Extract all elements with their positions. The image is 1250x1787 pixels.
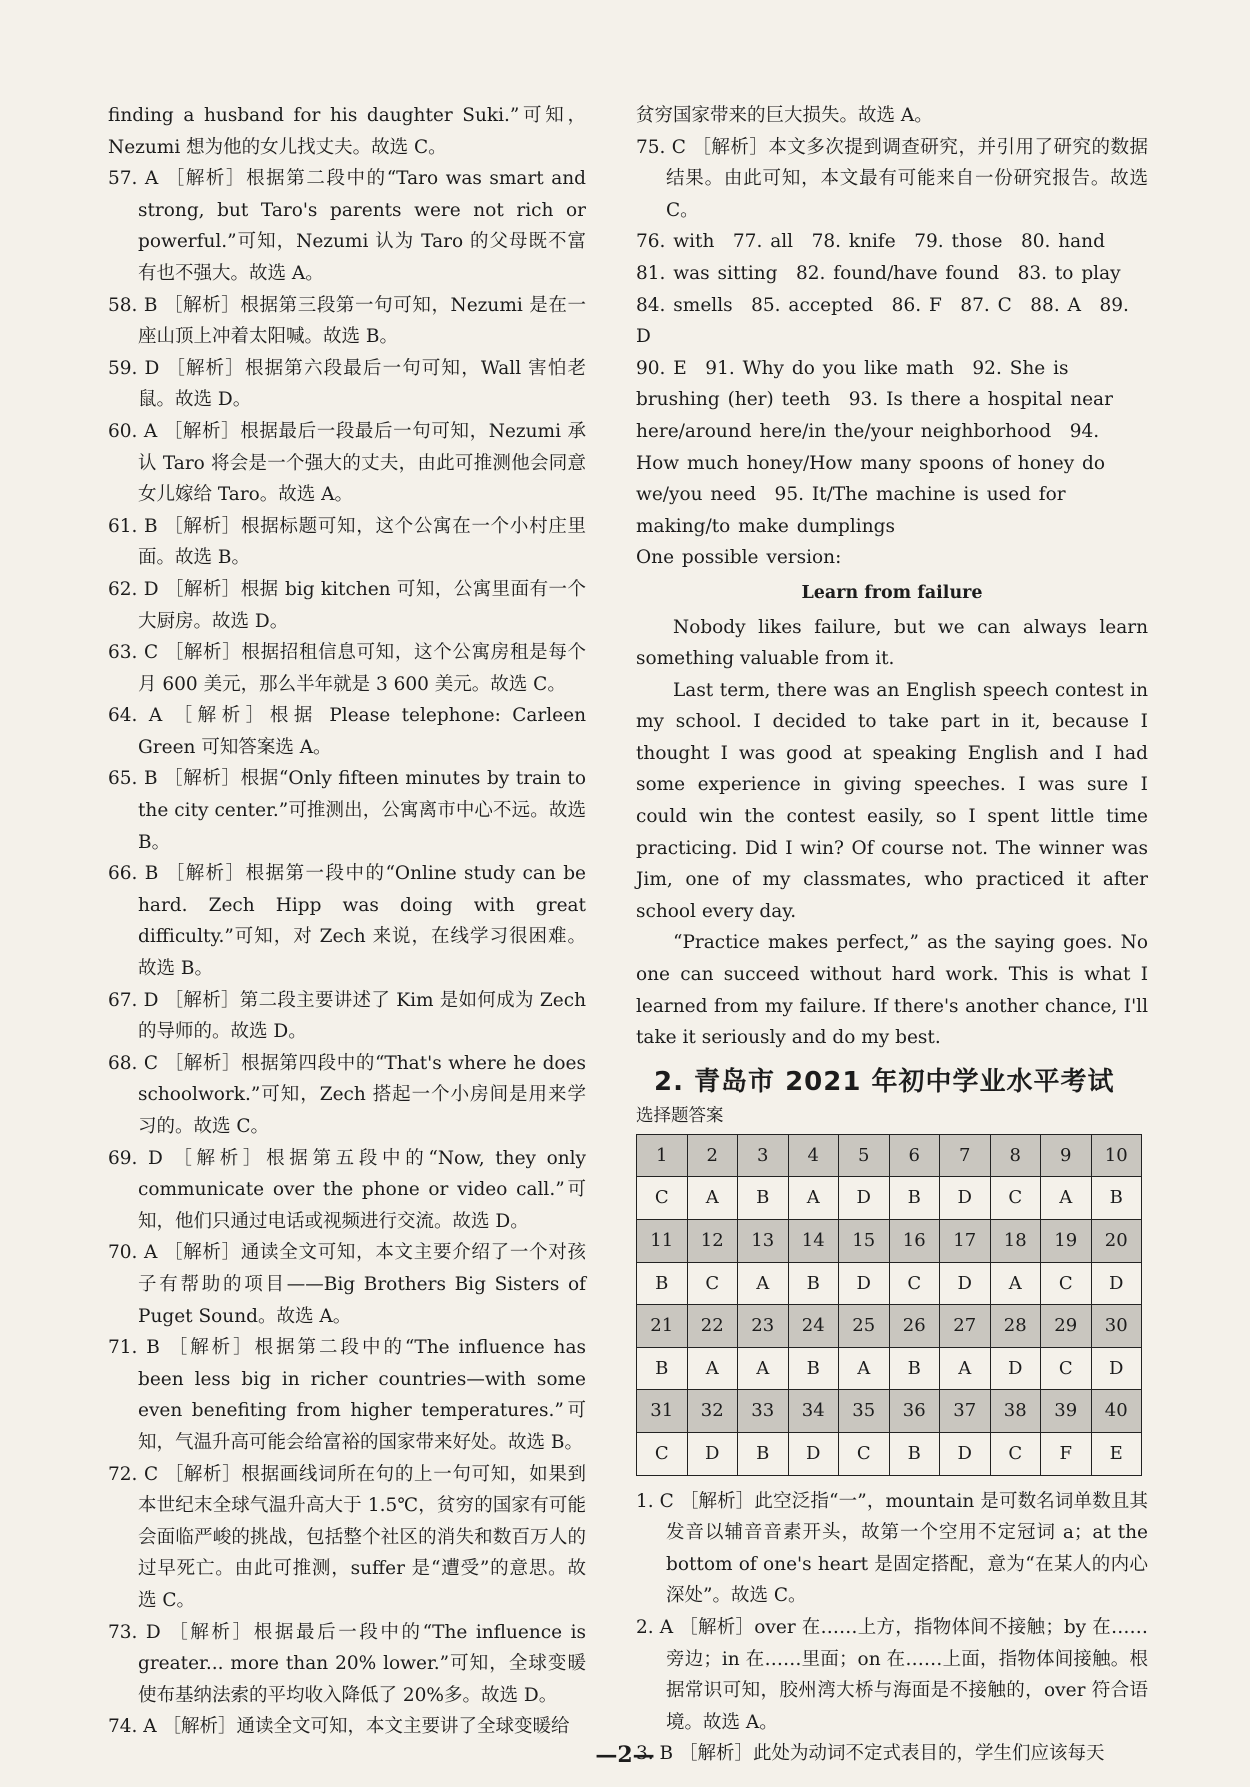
table-row	[637, 1305, 1142, 1348]
table-cell: 33	[738, 1390, 789, 1433]
table-cell: B	[788, 1262, 839, 1305]
table-cell: B	[788, 1347, 839, 1390]
table-cell: 39	[1041, 1390, 1092, 1433]
essay-title: Learn from failure	[801, 582, 983, 603]
table-cell: 3	[738, 1134, 789, 1177]
table-cell: 37	[940, 1390, 991, 1433]
table-cell: 31	[637, 1390, 688, 1433]
table-cell: 7	[940, 1134, 991, 1177]
answer-item-62: 62. D ［解析］根据 big kitchen 可知，公寓里面有一个大厨房。故选 D。	[108, 578, 586, 632]
table-cell: 17	[940, 1220, 991, 1263]
table-cell: C	[637, 1432, 688, 1475]
table-cell: 10	[1091, 1134, 1142, 1177]
table-cell: A	[738, 1347, 789, 1390]
answer-item-1: 1. C ［解析］此空泛指“一”，mountain 是可数名词单数且其发音以辅音音素开头，故第一个空用不定冠词 a；at the bottom of one's heart 是固定搭配，意为“在某人的内心深处”。故选 C。	[636, 1490, 1148, 1607]
table-cell: 29	[1041, 1305, 1092, 1348]
answer-item-65: 65. B ［解析］根据“Only fifteen minutes by train to the city center.”可推测出，公寓离市中心不远。故选 B。	[108, 768, 586, 853]
table-cell: A	[687, 1347, 738, 1390]
table-cell: B	[1091, 1177, 1142, 1220]
table-cell: C	[1041, 1262, 1092, 1305]
answer-item-73: 73. D ［解析］根据最后一段中的“The influence is greater... more than 20% lower.”可知，全球变暖使布基纳法索的平均收入降低了 20%多。故选 D。	[108, 1621, 586, 1706]
table-cell: B	[738, 1177, 789, 1220]
answer-item-66: 66. B ［解析］根据第一段中的“Online study can be hard. Zech Hipp was doing with great difficulty.”可知，对 Zech 来说，在线学习很困难。故选 B。	[108, 863, 586, 980]
table-cell: 22	[687, 1305, 738, 1348]
table-cell: 4	[788, 1134, 839, 1177]
table-cell: 11	[637, 1220, 688, 1263]
table-cell: 13	[738, 1220, 789, 1263]
answer-item-2: 2. A ［解析］over 在……上方，指物体间不接触；by 在……旁边；in 在……里面；on 在……上面，指物体间接触。根据常识可知，胶州湾大桥与海面是不接触的，over 符合语境。故选 A。	[636, 1616, 1148, 1733]
table-cell: 30	[1091, 1305, 1142, 1348]
table-cell: 38	[990, 1390, 1041, 1433]
table-cell: C	[839, 1432, 890, 1475]
answer-key-line: 76. with 77. all 78. knife 79. those 80. hand	[636, 231, 1105, 253]
essay-paragraph: “Practice makes perfect,” as the saying goes. No one can succeed without hard work. This is what I learned from my failure. If there's another chance, I'll take it seriously and do my best.	[636, 932, 1148, 1049]
page-number: —2—	[595, 1742, 655, 1768]
table-cell: 6	[889, 1134, 940, 1177]
table-cell: F	[1041, 1432, 1092, 1475]
essay-intro: One possible version:	[636, 547, 842, 569]
table-cell: 8	[990, 1134, 1041, 1177]
table-cell: 28	[990, 1305, 1041, 1348]
answer-item-68: 68. C ［解析］根据第四段中的“That's where he does schoolwork.”可知，Zech 搭起一个小房间是用来学习的。故选 C。	[108, 1052, 586, 1137]
table-row	[637, 1262, 1142, 1305]
table-cell: A	[1041, 1177, 1092, 1220]
table-cell: A	[788, 1177, 839, 1220]
table-cell: 27	[940, 1305, 991, 1348]
table-cell: 26	[889, 1305, 940, 1348]
table-cell: B	[738, 1432, 789, 1475]
table-cell: C	[637, 1177, 688, 1220]
table-cell: 36	[889, 1390, 940, 1433]
table-cell: A	[738, 1262, 789, 1305]
answer-item-57: 57. A ［解析］根据第二段中的“Taro was smart and strong, but Taro's parents were not rich or powerful.”可知，Nezumi 认为 Taro 的父母既不富有也不强大。故选 A。	[108, 168, 586, 284]
table-cell: C	[687, 1262, 738, 1305]
table-cell: D	[940, 1432, 991, 1475]
table-cell: E	[1091, 1432, 1142, 1475]
table-cell: 9	[1041, 1134, 1092, 1177]
answer-item-3: 3. B ［解析］此处为动词不定式表目的，学生们应该每天	[636, 1743, 1105, 1765]
table-cell: A	[687, 1177, 738, 1220]
table-row	[637, 1347, 1142, 1390]
answer-item-71: 71. B ［解析］根据第二段中的“The influence has been less big in richer countries—with some even benefiting from higher temperatures.”可知，气温升高可能会给富裕的国家带来好处。故选 B。	[108, 1337, 586, 1453]
table-cell: D	[839, 1262, 890, 1305]
table-cell: 32	[687, 1390, 738, 1433]
table-cell: D	[1091, 1262, 1142, 1305]
essay-paragraph: Last term, there was an English speech contest in my school. I decided to take part in it, because I thought I was good at speaking English and I had some experience in giving speeches. I was sure I could win the contest easily, so I spent little time practicing. Did I win? Of course not. The winner was Jim, one of my classmates, who practiced it after school every day.	[636, 679, 1148, 922]
table-row	[637, 1390, 1142, 1433]
table-cell: 35	[839, 1390, 890, 1433]
table-cell: 16	[889, 1220, 940, 1263]
answer-item-58: 58. B ［解析］根据第三段第一句可知，Nezumi 是在一座山顶上冲着太阳喊。故选 B。	[108, 294, 586, 348]
table-cell: D	[839, 1177, 890, 1220]
table-cell: B	[637, 1262, 688, 1305]
answer-item-67: 67. D ［解析］第二段主要讲述了 Kim 是如何成为 Zech 的导师的。故选 D。	[108, 989, 586, 1043]
left-column	[108, 100, 586, 1743]
table-cell: D	[788, 1432, 839, 1475]
table-cell: C	[990, 1177, 1041, 1220]
table-cell: C	[1041, 1347, 1092, 1390]
table-cell: 21	[637, 1305, 688, 1348]
table-row	[637, 1134, 1142, 1177]
table-cell: 12	[687, 1220, 738, 1263]
table-cell: C	[889, 1262, 940, 1305]
table-cell: B	[889, 1432, 940, 1475]
answer-item-60: 60. A ［解析］根据最后一段最后一句可知，Nezumi 承认 Taro 将会是一个强大的丈夫，由此可推测他会同意女儿嫁给 Taro。故选 A。	[108, 420, 586, 506]
answer-item-75: 75. C ［解析］本文多次提到调查研究，并引用了研究的数据结果。由此可知，本文最有可能来自一份研究报告。故选 C。	[636, 136, 1148, 221]
table-cell: 19	[1041, 1220, 1092, 1263]
table-cell: A	[940, 1347, 991, 1390]
table-cell: B	[889, 1347, 940, 1390]
answer-item-69: 69. D ［解析］根据第五段中的“Now, they only communicate over the phone or video call.”可知，他们只通过电话或视频进行交流。故选 D。	[108, 1147, 586, 1232]
right-column	[636, 100, 1148, 1770]
essay-paragraph: Nobody likes failure, but we can always learn something valuable from it.	[636, 616, 1148, 670]
answer-key-line: 90. E 91. Why do you like math 92. She is brushing (her) teeth 93. Is there a hospital near here/around here/in the/your neighborhood 94. How much honey/How many spoons of honey do we/you need 95. It/The machine is used for making/to make dumplings	[636, 357, 1113, 537]
paragraph: finding a husband for his daughter Suki.”可知，Nezumi 想为他的女儿找丈夫。故选 C。	[108, 105, 586, 158]
answer-item-64: 64. A ［解析］根据 Please telephone: Carleen Green 可知答案选 A。	[108, 705, 586, 758]
table-cell: 25	[839, 1305, 890, 1348]
table-cell: 40	[1091, 1390, 1142, 1433]
table-row	[637, 1220, 1142, 1263]
table-cell: 2	[687, 1134, 738, 1177]
section-title: 2. 青岛市 2021 年初中学业水平考试	[654, 1066, 1115, 1097]
answer-item-70: 70. A ［解析］通读全文可知，本文主要介绍了一个对孩子有帮助的项目——Big Brothers Big Sisters of Puget Sound。故选 A。	[108, 1242, 586, 1327]
table-cell: B	[637, 1347, 688, 1390]
table-row	[637, 1177, 1142, 1220]
table-cell: D	[940, 1177, 991, 1220]
table-cell: A	[839, 1347, 890, 1390]
table-cell: A	[990, 1262, 1041, 1305]
table-cell: 24	[788, 1305, 839, 1348]
answer-table	[636, 1134, 1142, 1476]
table-cell: 18	[990, 1220, 1041, 1263]
answer-item-63: 63. C ［解析］根据招租信息可知，这个公寓房租是每个月 600 美元，那么半年就是 3 600 美元。故选 C。	[108, 642, 586, 695]
table-cell: D	[1091, 1347, 1142, 1390]
table-row	[637, 1432, 1142, 1475]
answer-item-59: 59. D ［解析］根据第六段最后一句可知，Wall 害怕老鼠。故选 D。	[108, 357, 586, 411]
table-cell: 23	[738, 1305, 789, 1348]
table-cell: D	[990, 1347, 1041, 1390]
table-cell: C	[990, 1432, 1041, 1475]
table-cell: 15	[839, 1220, 890, 1263]
table-cell: 14	[788, 1220, 839, 1263]
answer-key-line: 84. smells 85. accepted 86. F 87. C 88. A 89. D	[636, 294, 1129, 348]
answer-item-72: 72. C ［解析］根据画线词所在句的上一句可知，如果到本世纪末全球气温升高大于 1.5℃，贫穷的国家有可能会面临严峻的挑战，包括整个社区的消失和数百万人的过早死亡。由此可推测，suffer 是“遭受”的意思。故选 C。	[108, 1463, 586, 1611]
table-cell: 1	[637, 1134, 688, 1177]
table-cell: B	[889, 1177, 940, 1220]
table-cell: 34	[788, 1390, 839, 1433]
table-cell: 5	[839, 1134, 890, 1177]
table-label: 选择题答案	[636, 1105, 724, 1126]
answer-item-61: 61. B ［解析］根据标题可知，这个公寓在一个小村庄里面。故选 B。	[108, 515, 586, 569]
answer-item-74: 74. A ［解析］通读全文可知，本文主要讲了全球变暖给	[108, 1716, 570, 1738]
answer-key-line: 81. was sitting 82. found/have found 83. to play	[636, 262, 1121, 284]
table-cell: 20	[1091, 1220, 1142, 1263]
table-cell: D	[687, 1432, 738, 1475]
table-cell: D	[940, 1262, 991, 1305]
paragraph: 贫穷国家带来的巨大损失。故选 A。	[636, 105, 933, 126]
